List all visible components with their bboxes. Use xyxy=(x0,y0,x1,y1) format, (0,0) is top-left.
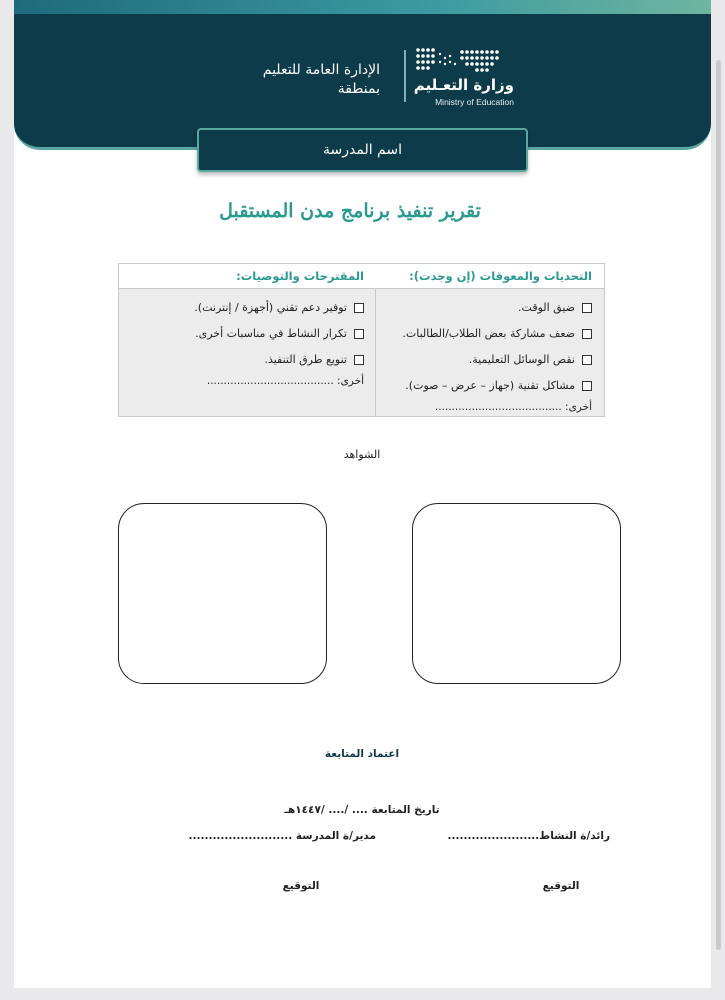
suggestions-column xyxy=(119,264,376,416)
approval-heading: اعتماد المتابعة xyxy=(324,748,400,760)
challenge-item[interactable] xyxy=(376,295,592,321)
challenge-item[interactable] xyxy=(376,321,592,347)
evidence-label: الشواهد xyxy=(343,448,381,461)
scrollbar[interactable] xyxy=(716,60,721,950)
challenge-item[interactable] xyxy=(376,373,592,399)
activity-leader-line: رائد/ة النشاط....................... xyxy=(447,830,610,842)
suggestion-item[interactable] xyxy=(119,321,364,347)
checkbox-icon[interactable] xyxy=(582,303,592,313)
challenges-suggestions-table xyxy=(118,263,605,417)
school-name-box xyxy=(197,128,528,172)
challenges-column xyxy=(375,264,604,416)
challenge-label: مشاكل تقنية (جهاز – عرض – صوت). xyxy=(405,379,575,392)
suggestions-other[interactable]: أخرى: ...................................... xyxy=(206,375,364,387)
principal-line: مدير/ة المدرسة .......................... xyxy=(188,830,376,842)
challenges-other[interactable]: أخرى: ...................................... xyxy=(434,401,592,413)
checkbox-icon[interactable] xyxy=(354,303,364,313)
followup-date: تاريخ المتابعة .... /.... /١٤٤٧هـ xyxy=(284,804,440,816)
report-title: تقرير تنفيذ برنامج مدن المستقبل xyxy=(219,200,481,222)
admin-title xyxy=(263,61,380,99)
top-accent-bar xyxy=(14,0,711,14)
suggestion-label: تنويع طرق التنفيذ. xyxy=(264,353,347,366)
suggestion-item[interactable] xyxy=(119,295,364,321)
evidence-box-1[interactable] xyxy=(412,503,621,684)
admin-line-2: بمنطقة xyxy=(337,81,380,97)
admin-line-1: الإدارة العامة للتعليم xyxy=(262,62,380,78)
ministry-wordmark xyxy=(404,76,514,107)
school-name-label: اسم المدرسة xyxy=(323,142,402,158)
challenges-heading: التحديات والمعوقات (إن وجدت): xyxy=(376,264,604,289)
ministry-name-en: Ministry of Education xyxy=(435,97,514,107)
suggestions-heading: المقترحات والتوصيات: xyxy=(119,264,376,289)
challenge-item[interactable] xyxy=(376,347,592,373)
suggestion-label: تكرار النشاط في مناسبات أخرى. xyxy=(195,327,347,340)
evidence-box-2[interactable] xyxy=(118,503,327,684)
challenge-label: نقص الوسائل التعليمية. xyxy=(468,353,575,366)
suggestion-label: توفير دعم تقني (أجهزة / إنترنت). xyxy=(194,301,347,314)
checkbox-icon[interactable] xyxy=(354,355,364,365)
checkbox-icon[interactable] xyxy=(582,355,592,365)
checkbox-icon[interactable] xyxy=(582,381,592,391)
signature-label-principal: التوقيع xyxy=(282,880,320,892)
checkbox-icon[interactable] xyxy=(582,329,592,339)
ministry-name-ar: وزارة التعـليم xyxy=(413,76,514,94)
signature-label-leader: التوقيع xyxy=(542,880,580,892)
challenge-label: ضيق الوقت. xyxy=(518,301,575,314)
suggestion-item[interactable] xyxy=(119,347,364,373)
ministry-logo-icon xyxy=(414,46,502,74)
checkbox-icon[interactable] xyxy=(354,329,364,339)
challenge-label: ضعف مشاركة بعض الطلاب/الطالبات. xyxy=(402,327,575,340)
